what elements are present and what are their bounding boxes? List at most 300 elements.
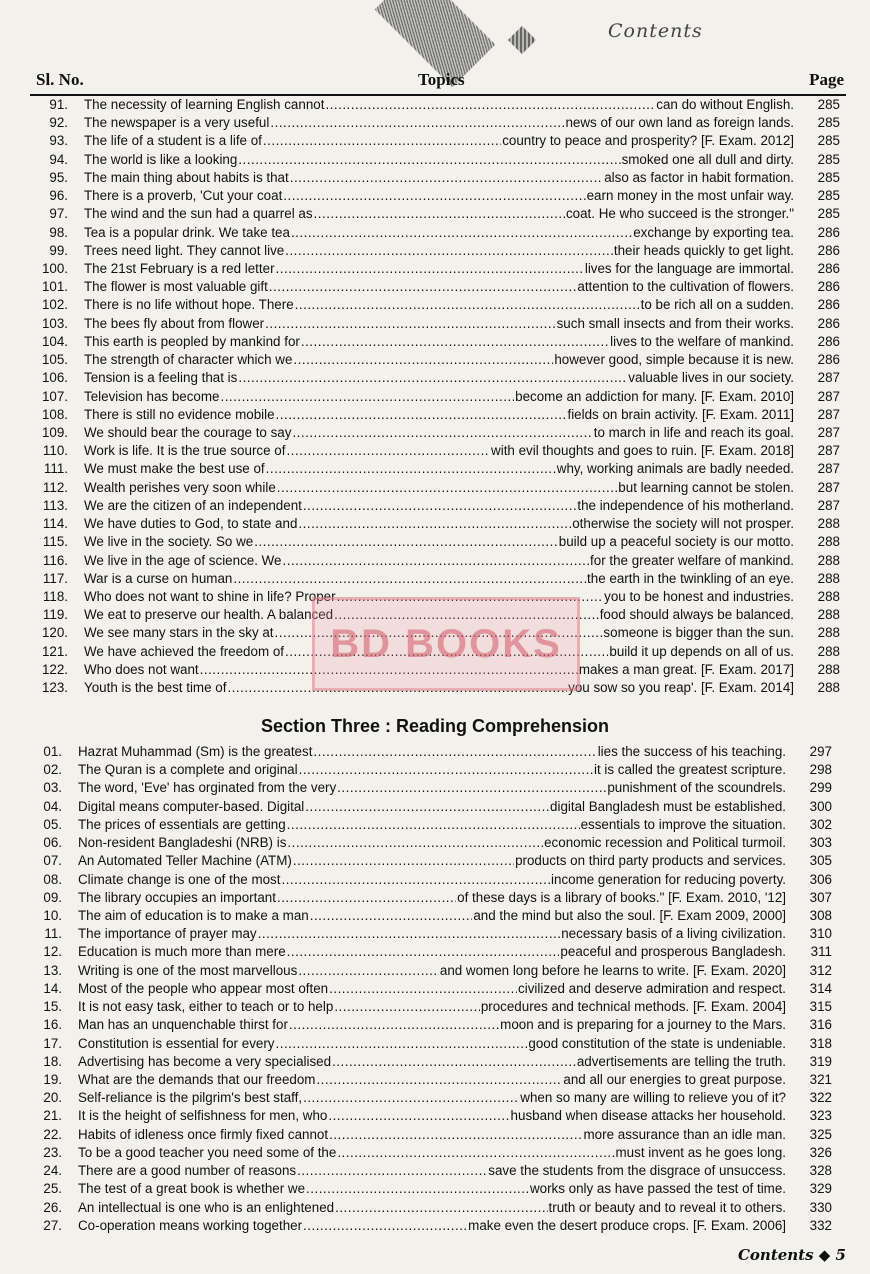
list-item [0, 497, 870, 515]
item-topic [84, 96, 794, 114]
topic-end: when so many are willing to relieve you of it? [520, 1090, 786, 1106]
item-number: 22. [43, 1126, 62, 1142]
item-page: 285 [817, 206, 840, 222]
list-item [0, 1162, 870, 1180]
topic-end: husband when disease attacks her household. [510, 1108, 786, 1124]
item-page: 286 [817, 224, 840, 240]
leader-dots [316, 1071, 562, 1089]
topic-end: must invent as he goes long. [615, 1144, 786, 1160]
list-item [0, 1199, 870, 1217]
item-number: 11. [44, 926, 62, 942]
item-number: 26. [43, 1199, 62, 1215]
list-item [0, 980, 870, 998]
topic-start: Most of the people who appear most often [78, 980, 329, 996]
leader-dots [305, 798, 549, 816]
item-page: 326 [809, 1144, 832, 1160]
item-page: 288 [817, 680, 840, 696]
topic-end: save the students from the disgrace of unsuccess. [488, 1163, 786, 1179]
topic-end: works only as have passed the test of time. [529, 1181, 786, 1197]
item-number: 18. [43, 1053, 62, 1069]
leader-dots [287, 943, 560, 961]
item-page: 288 [817, 588, 840, 604]
item-topic [84, 242, 794, 260]
topic-start: Hazrat Muhammad (Sm) is the greatest [78, 744, 313, 759]
leader-dots [276, 406, 567, 424]
topic-end: build up a peaceful society is our motto. [558, 534, 794, 550]
list-item [0, 1217, 870, 1235]
topic-end: punishment of the scoundrels. [607, 780, 786, 796]
item-topic [78, 925, 786, 943]
leader-dots [337, 779, 606, 797]
item-page: 321 [809, 1071, 832, 1087]
section-three-title: Section Three : Reading Comprehension [260, 716, 610, 736]
item-page: 307 [809, 889, 832, 905]
item-page: 303 [809, 835, 832, 851]
topic-end: economic recession and Political turmoil. [544, 835, 786, 851]
leader-dots [266, 460, 556, 478]
topic-start: It is the height of selfishness for men, who [78, 1108, 328, 1124]
topic-end: and women long before he learns to write. [F. Exam. 2020] [439, 962, 786, 978]
item-page: 332 [809, 1217, 832, 1233]
table-header [30, 70, 844, 94]
list-item [0, 442, 870, 460]
item-page: 286 [817, 279, 840, 295]
item-page: 297 [809, 744, 832, 759]
item-topic [78, 1217, 786, 1235]
topic-end: it is called the greatest scripture. [593, 762, 786, 778]
item-page: 329 [809, 1181, 832, 1197]
item-number: 116. [42, 552, 68, 568]
item-page: 314 [809, 980, 832, 996]
topic-end: and the mind but also the soul. [F. Exam 2009, 2000] [473, 907, 786, 923]
topic-start: The life of a student is a life of [84, 133, 262, 149]
item-number: 13. [43, 962, 62, 978]
item-topic [78, 1053, 786, 1071]
topic-end: make even the desert produce crops. [F. Exam. 2006] [468, 1217, 786, 1233]
item-number: 113. [42, 497, 68, 513]
item-topic [78, 943, 786, 961]
leader-dots [295, 296, 640, 314]
item-number: 10. [43, 907, 62, 923]
leader-dots [289, 1016, 499, 1034]
list-item [0, 114, 870, 132]
list-item [0, 1089, 870, 1107]
item-topic [84, 296, 794, 314]
leader-dots [285, 242, 613, 260]
small-ornament [508, 26, 536, 54]
topic-start: Habits of idleness once firmly fixed cannot [78, 1126, 329, 1142]
list-item [0, 834, 870, 852]
item-topic [78, 743, 786, 761]
topic-end: why, working animals are badly needed. [556, 461, 794, 477]
leader-dots [283, 187, 585, 205]
leader-dots [238, 151, 620, 169]
topic-start: It is not easy task, either to teach or to help [78, 999, 334, 1015]
item-topic [78, 980, 786, 998]
topic-start: Advertising has become a very specialised [78, 1053, 332, 1069]
item-page: 325 [809, 1126, 832, 1142]
item-page: 330 [809, 1199, 832, 1215]
item-topic [84, 497, 794, 515]
list-item [0, 889, 870, 907]
list-item [0, 1071, 870, 1089]
topic-start: We live in the society. So we [84, 534, 254, 550]
topic-end: the independence of his motherland. [577, 497, 794, 513]
item-number: 04. [43, 798, 62, 814]
leader-dots [297, 1162, 487, 1180]
item-number: 16. [43, 1017, 62, 1033]
item-number: 112. [42, 479, 68, 495]
topic-end: someone is bigger than the sun. [603, 625, 794, 641]
topic-start: Tension is a feeling that is [84, 370, 238, 386]
topic-end: their heads quickly to get light. [613, 242, 794, 258]
item-page: 306 [809, 871, 832, 887]
topic-start: Non-resident Bangladeshi (NRB) is [78, 835, 287, 851]
item-topic [84, 187, 794, 205]
item-page: 323 [809, 1108, 832, 1124]
leader-dots [314, 205, 565, 223]
topic-start: Trees need light. They cannot live [84, 242, 285, 258]
leader-dots [263, 132, 501, 150]
item-topic [84, 114, 794, 132]
topic-start: To be a good teacher you need some of the [78, 1144, 337, 1160]
topic-end: lies the success of his teaching. [597, 744, 786, 759]
item-topic [78, 1107, 786, 1125]
list-item [0, 816, 870, 834]
item-number: 24. [43, 1163, 62, 1179]
topic-start: The test of a great book is whether we [78, 1181, 306, 1197]
topic-start: The flower is most valuable gift [84, 279, 268, 295]
topic-end: and all our energies to great purpose. [563, 1071, 786, 1087]
topic-end: country to peace and prosperity? [F. Exam. 2012] [502, 133, 794, 149]
topic-end: for the greater welfare of mankind. [590, 552, 794, 568]
list-item [0, 1053, 870, 1071]
item-number: 15. [43, 999, 62, 1015]
topic-start: Writing is one of the most marvellous [78, 962, 298, 978]
leader-dots [276, 1035, 528, 1053]
list-item [0, 460, 870, 478]
topic-start: There is no life without hope. There [84, 297, 294, 313]
topic-start: The main thing about habits is that [84, 169, 289, 185]
corner-label: Contents [608, 20, 703, 42]
topic-end: smoked one all dull and dirty. [621, 151, 794, 167]
topic-start: The prices of essentials are getting [78, 816, 286, 832]
item-number: 121. [41, 643, 68, 659]
topic-start: Education is much more than mere [78, 944, 286, 960]
topic-end: products on third party products and services. [515, 853, 786, 869]
topic-start: The newspaper is a very useful [84, 115, 270, 131]
leader-dots [277, 479, 618, 497]
item-number: 118. [42, 588, 68, 604]
item-number: 25. [43, 1181, 62, 1197]
item-topic [78, 1199, 786, 1217]
topic-start: We must make the best use of [84, 461, 265, 477]
item-page: 287 [817, 370, 840, 386]
topic-start: We have achieved the freedom of [84, 643, 284, 659]
topic-end: with evil thoughts and goes to ruin. [F. Exam. 2018] [491, 443, 794, 459]
leader-dots [301, 333, 609, 351]
item-page: 285 [817, 151, 840, 167]
item-number: 100. [41, 260, 68, 276]
item-number: 92. [49, 115, 68, 131]
item-page: 286 [817, 352, 840, 368]
leader-dots [335, 1199, 547, 1217]
item-page: 315 [809, 999, 832, 1015]
item-number: 115. [42, 534, 68, 550]
leader-dots [329, 980, 517, 998]
topic-end: fields on brain activity. [F. Exam. 2011] [567, 406, 794, 422]
list-item [0, 96, 870, 114]
item-number: 09. [43, 889, 62, 905]
item-topic [84, 351, 794, 369]
list-item [0, 151, 870, 169]
topic-end: necessary basis of a living civilization. [561, 926, 786, 942]
item-page: 308 [809, 907, 832, 923]
list-item [0, 998, 870, 1016]
leader-dots [298, 962, 439, 980]
list-item [0, 907, 870, 925]
leader-dots [303, 1217, 467, 1235]
leader-dots [290, 169, 603, 187]
leader-dots [233, 570, 586, 588]
item-topic [78, 1089, 786, 1107]
topic-start: The aim of education is to make a man [78, 907, 309, 923]
item-number: 14. [43, 980, 62, 996]
topic-start: We have duties to God, to state and [84, 516, 298, 532]
topic-end: also as factor in habit formation. [604, 169, 794, 185]
item-topic [78, 761, 786, 779]
item-topic [84, 224, 794, 242]
topic-start: Work is life. It is the true source of [84, 443, 286, 459]
item-topic [78, 834, 786, 852]
leader-dots [337, 1144, 614, 1162]
item-page: 285 [817, 115, 840, 131]
item-number: 108. [41, 406, 68, 422]
topic-end: lives to the welfare of mankind. [610, 333, 794, 349]
item-topic [84, 333, 794, 351]
topic-start: We see many stars in the sky at [84, 625, 274, 641]
item-topic [84, 278, 794, 296]
leader-dots [303, 497, 576, 515]
item-number: 20. [43, 1090, 62, 1106]
topic-end: you to be honest and industries. [604, 588, 794, 604]
item-topic [84, 460, 794, 478]
leader-dots [265, 315, 555, 333]
topic-end: of these days is a library of books." [F. Exam. 2010, '12] [457, 889, 786, 905]
item-page: 287 [817, 424, 840, 440]
item-page: 305 [809, 853, 832, 869]
leader-dots [270, 114, 564, 132]
leader-dots [293, 351, 553, 369]
item-number: 21. [43, 1108, 62, 1124]
list-item [0, 351, 870, 369]
topic-start: Tea is a popular drink. We take tea [84, 224, 290, 240]
item-page: 319 [809, 1053, 832, 1069]
topic-end: truth or beauty and to reveal it to others. [548, 1199, 786, 1215]
topic-end: but learning cannot be stolen. [618, 479, 794, 495]
topic-end: build it up depends on all of us. [609, 643, 794, 659]
item-page: 287 [817, 461, 840, 477]
topic-end: income generation for reducing poverty. [551, 871, 786, 887]
topic-end: peaceful and prosperous Bangladesh. [560, 944, 786, 960]
item-number: 111. [43, 461, 68, 477]
topic-start: Self-reliance is the pilgrim's best staff, [78, 1090, 303, 1106]
item-number: 06. [43, 835, 62, 851]
leader-dots [298, 515, 571, 533]
item-number: 107. [41, 388, 68, 404]
item-page: 310 [809, 926, 832, 942]
topic-start: The library occupies an important [78, 889, 276, 905]
topic-start: The Quran is a complete and original [78, 762, 298, 778]
list-item [0, 333, 870, 351]
topic-start: Who does not want [84, 661, 199, 677]
page-footer: Contents ◆ 5 [737, 1246, 846, 1264]
topic-start: Television has become [84, 388, 220, 404]
item-topic [78, 1016, 786, 1034]
list-item [0, 315, 870, 333]
topic-end: valuable lives in our society. [628, 370, 794, 386]
topic-start: What are the demands that our freedom [78, 1071, 316, 1087]
item-page: 286 [817, 333, 840, 349]
item-page: 316 [809, 1017, 832, 1033]
topic-end: more assurance than an idle man. [583, 1126, 786, 1142]
list-item [0, 132, 870, 150]
item-page: 298 [809, 762, 832, 778]
item-topic [78, 1144, 786, 1162]
item-page: 318 [809, 1035, 832, 1051]
item-topic [84, 515, 794, 533]
header-sl-no: Sl. No. [36, 70, 84, 89]
topic-end: otherwise the society will not prosper. [572, 516, 794, 532]
item-number: 106. [41, 370, 68, 386]
leader-dots [303, 1089, 519, 1107]
topic-start: Co-operation means working together [78, 1217, 303, 1233]
item-topic [78, 1035, 786, 1053]
item-topic [78, 779, 786, 797]
topic-start: The importance of prayer may [78, 926, 257, 942]
item-page: 288 [817, 552, 840, 568]
leader-dots [238, 369, 627, 387]
item-number: 19. [43, 1071, 62, 1087]
list-item [0, 242, 870, 260]
topic-start: An Automated Teller Machine (ATM) [78, 853, 292, 869]
item-topic [84, 442, 794, 460]
item-topic [78, 962, 786, 980]
item-number: 96. [49, 188, 68, 204]
item-number: 23. [43, 1144, 62, 1160]
topic-end: to march in life and reach its goal. [593, 424, 794, 440]
item-page: 286 [817, 242, 840, 258]
topic-start: Climate change is one of the most [78, 871, 281, 887]
leader-dots [287, 834, 543, 852]
item-number: 17. [43, 1035, 62, 1051]
leader-dots [286, 442, 490, 460]
list-item [0, 1016, 870, 1034]
topic-start: There is still no evidence mobile [84, 406, 275, 422]
topic-start: An intellectual is one who is an enlightened [78, 1199, 335, 1215]
topic-end: coat. He who succeed is the stronger." [565, 206, 794, 222]
list-item [0, 852, 870, 870]
list-item [0, 533, 870, 551]
item-topic [78, 852, 786, 870]
topic-start: There is a proverb, 'Cut your coat [84, 188, 283, 204]
topic-end: essentials to improve the situation. [580, 816, 786, 832]
leader-dots [293, 852, 514, 870]
topic-end: good constitution of the state is undeniable. [528, 1035, 786, 1051]
item-topic [84, 388, 794, 406]
topic-end: lives for the language are immortal. [584, 260, 794, 276]
item-page: 288 [817, 625, 840, 641]
list-item [0, 779, 870, 797]
item-page: 288 [817, 661, 840, 677]
topic-end: moon and is preparing for a journey to the Mars. [500, 1017, 786, 1033]
item-page: 300 [809, 798, 832, 814]
list-item [0, 1035, 870, 1053]
leader-dots [254, 533, 558, 551]
topic-end: procedures and technical methods. [F. Exam. 2004] [480, 999, 786, 1015]
list-item [0, 369, 870, 387]
topic-end: the earth in the twinkling of an eye. [587, 570, 794, 586]
item-number: 98. [49, 224, 68, 240]
list-item [0, 479, 870, 497]
item-page: 311 [810, 944, 832, 960]
leader-dots [220, 388, 514, 406]
item-page: 287 [817, 479, 840, 495]
leader-dots [299, 761, 593, 779]
list-item [0, 278, 870, 296]
topic-end: to be rich all on a sudden. [640, 297, 794, 313]
leader-dots [276, 260, 584, 278]
item-topic [78, 907, 786, 925]
topic-start: The wind and the sun had a quarrel as [84, 206, 313, 222]
topic-start: War is a curse on human [84, 570, 233, 586]
list-item [0, 1144, 870, 1162]
item-topic [84, 369, 794, 387]
topic-start: We live in the age of science. We [84, 552, 282, 568]
item-topic [84, 169, 794, 187]
topic-start: Digital means computer-based. Digital [78, 798, 305, 814]
topic-start: We should bear the courage to say [84, 424, 292, 440]
item-page: 322 [809, 1090, 832, 1106]
list-item [0, 169, 870, 187]
topic-start: The strength of character which we [84, 352, 293, 368]
item-topic [78, 889, 786, 907]
list-item [0, 925, 870, 943]
topic-start: Constitution is essential for every [78, 1035, 275, 1051]
item-topic [84, 570, 794, 588]
topic-end: become an addiction for many. [F. Exam. 2010] [515, 388, 794, 404]
item-page: 285 [817, 97, 840, 112]
item-number: 114. [42, 516, 68, 532]
item-number: 94. [49, 151, 68, 167]
bd-books-watermark: BD BOOKS [312, 597, 580, 691]
topic-end: exchange by exporting tea. [633, 224, 794, 240]
topic-end: advertisements are telling the truth. [576, 1053, 786, 1069]
item-page: 328 [809, 1163, 832, 1179]
leader-dots [269, 278, 577, 296]
item-topic [78, 1162, 786, 1180]
item-page: 288 [817, 516, 840, 532]
item-topic [84, 315, 794, 333]
topic-start: Who does not want to shine in life? Proper [84, 588, 336, 604]
leader-dots [313, 743, 596, 761]
topic-end: digital Bangladesh must be established. [550, 798, 786, 814]
item-number: 01. [43, 744, 62, 759]
item-topic [78, 798, 786, 816]
topic-end: you sow so you reap'. [F. Exam. 2014] [568, 680, 794, 696]
item-number: 123. [41, 680, 68, 696]
item-number: 101. [41, 279, 68, 295]
